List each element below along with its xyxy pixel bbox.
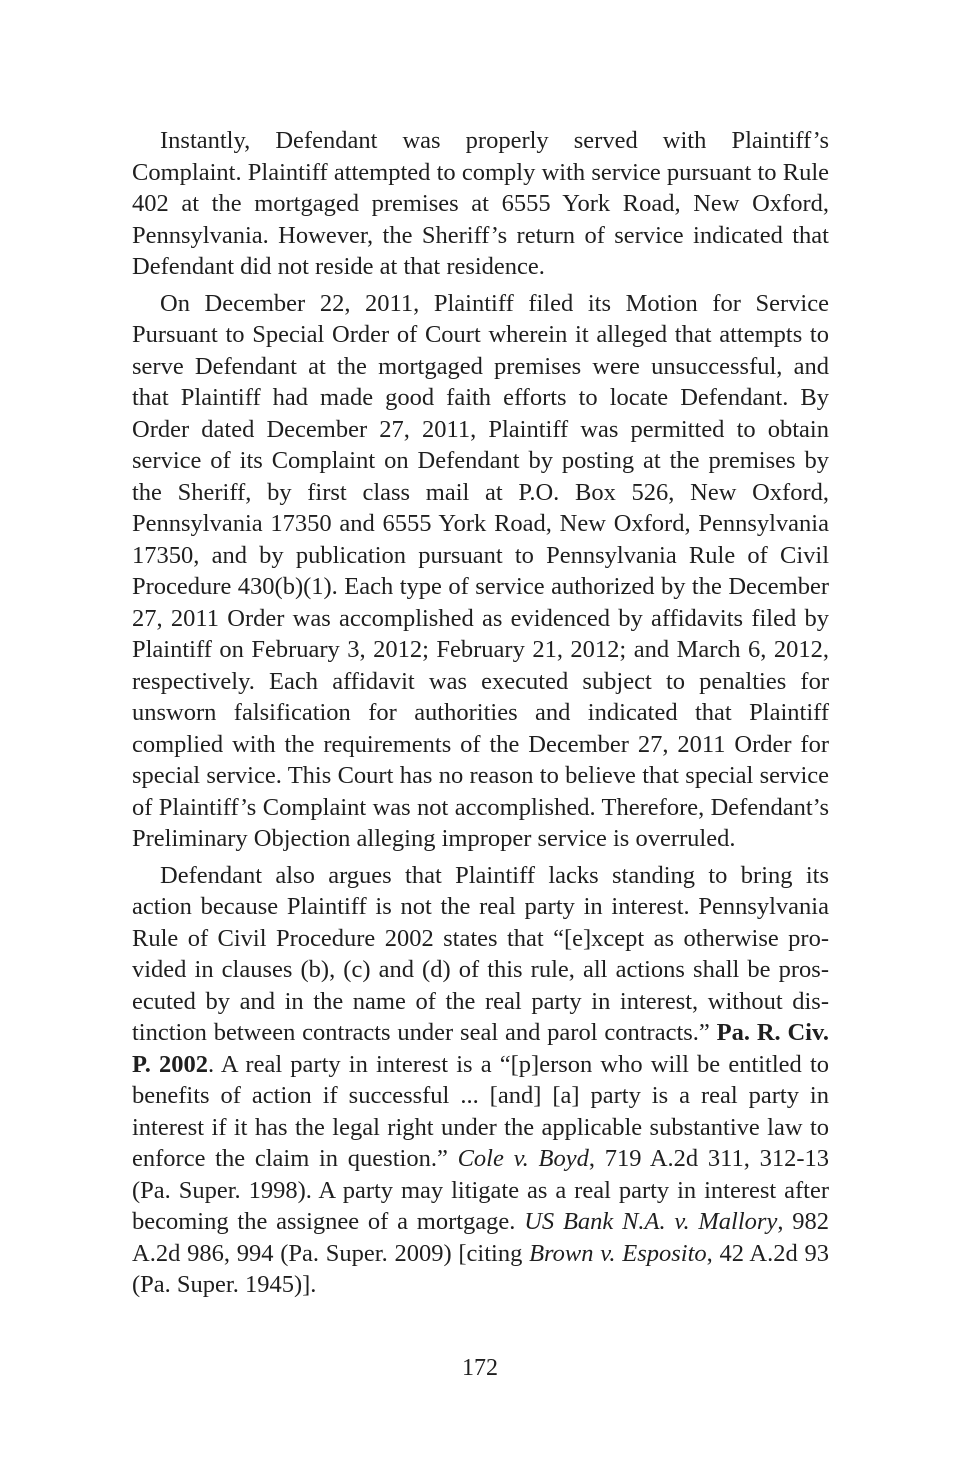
case-citation: US Bank N.A. v. Mallory (524, 1208, 778, 1235)
body-text (132, 125, 829, 1306)
page-number: 172 (462, 1355, 498, 1381)
case-citation: Brown v. Esposito (529, 1239, 707, 1267)
text-run: , 719 A.2d 311, 312-13 (Pa. Super. 1998). A party may litigate as a real party in interest after becoming the assignee of a mortgage. (132, 1145, 830, 1235)
paragraph-1 (132, 125, 829, 283)
text-run: , 982 A.2d 986, 994 (Pa. Super. 2009) [citing (132, 1208, 830, 1267)
text-run: On December 22, 2011, Plaintiff filed its Motion for Service Pursuant to Special Order of Court wherein it alleged that attempts to serve Defendant at the mortgaged premises were unsuccessful, and that Plaintiff had made good faith efforts to locate Defendant. By Order dated December 27, 2011, Plaintiff was permitted to obtain service of its Complaint on Defendant by posting at the premises by the Sheriff, by first class mail at P.O. Box 526, New Oxford, Pennsylvania 17350 and 6555 York Road, New Oxford, Pennsylvania 17350, and by publication pursuant to Pennsylvania Rule of Civil Procedure 430(b)(1). Each type of service authorized by the December 27, 2011 Order was accomplished as evidenced by affidavits filed by Plaintiff on February 3, 2012; February 21, 2012; and March 6, 2012, respectively. Each affidavit was executed subject to penalties for unsworn falsification for authorities and indicated that Plaintiff complied with the requirements of the December 27, 2011 Order for special service. This Court has no reason to believe that special service of Plaintiff’s Complaint was not accomplished. Therefore, Defendant’s Preliminary Objection alleging improper service is overruled. (132, 289, 829, 852)
text-run: . A real party in interest is a “[p]erson who will be entitled to benefits of action if successful ... [and] [a] party is a real party in interest if it has the legal right under the applicable substantive law to enforce the claim in question.” (132, 1050, 829, 1172)
paragraph-3 (132, 860, 829, 1301)
case-citation: Cole v. Boyd (457, 1145, 589, 1172)
paragraph-2 (132, 288, 829, 855)
text-run: Instantly, Defendant was properly served with Plaintiff’s Complaint. Plaintiff attempted to comply with service pursuant to Rule 402 at the mortgaged premises at 6555 York Road, New Oxford, Pennsylvania. However, the Sheriff’s return of service indicated that Defendant did not reside at that residence. (132, 127, 829, 280)
text-run: , 42 A.2d 93 (Pa. Super. 1945)]. (132, 1239, 829, 1298)
text-run: Defendant also argues that Plaintiff lacks standing to bring its action because Plaintiff is not the real party in interest. Pennsylvania Rule of Civil Procedure 2002 states that “[e]xcept as otherwise provided in clauses (b), (c) and (d) of this rule, all actions shall be prosecuted by and in the name of the real party in interest, without distinction between contracts under seal and parol contracts.” (132, 861, 829, 1046)
rule-citation: Pa. R. Civ. P. 2002 (132, 1019, 830, 1078)
